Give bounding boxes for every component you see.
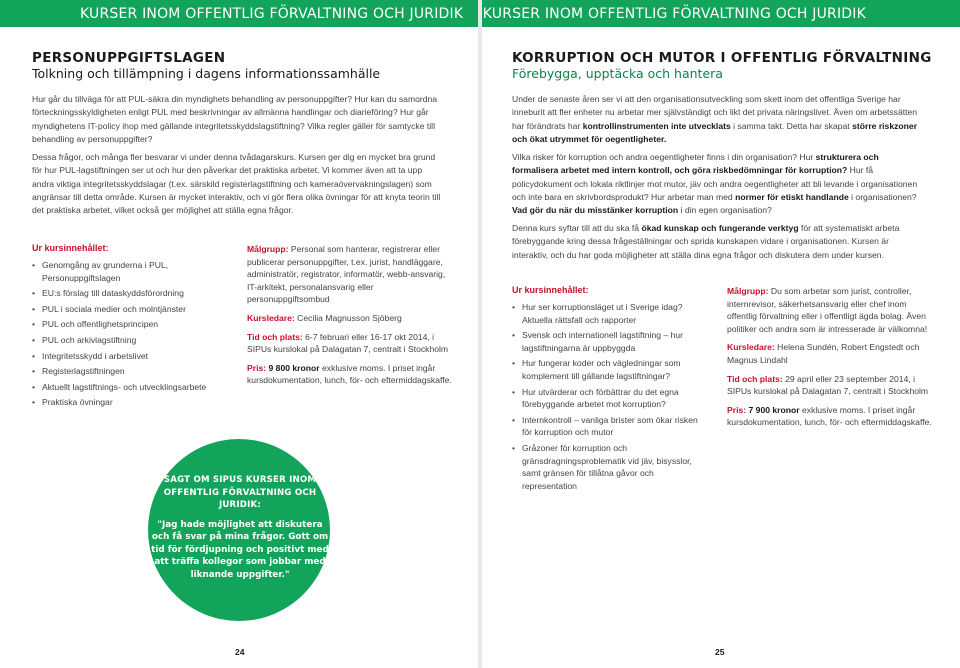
- left-leader-text: Cecilia Magnusson Sjöberg: [297, 312, 402, 323]
- right-bullet-list: [512, 301, 708, 495]
- left-price-value: 9 800 kronor: [268, 362, 320, 373]
- right-paragraph-3: [512, 222, 926, 262]
- left-body-paragraph: Dessa frågor, och många fler besvarar vi under denna tvådagarskurs. Kursen ger dig en mycket bra grund för hur PUL-lagstiftningen ser ut och hur den påverkar det praktiska arbetet. Vi kommer även att ta upp andra viktiga integritetsskyddslagar (t.ex. särskild registerlagstiftning och kameraövervakningslagen) som angränsar till detta område. Kursen är mycket interaktiv, och vi gör flera olika övningar för att knyta teorin till det praktiska arbetet, vilket också ger möjlighet att ställa egna frågor.: [32, 152, 441, 216]
- right-price-label: Pris:: [727, 404, 747, 415]
- text-run-bold: ökad kunskap och fungerande verktyg: [641, 223, 799, 233]
- list-item: • EU:s förslag till dataskyddsförordning: [32, 287, 228, 300]
- text-run: Vilka risker för korruption och andra oegentligheter finns i din organisation? Hur: [512, 152, 816, 162]
- text-run-bold: Vad gör du när du misstänker korruption: [512, 205, 679, 216]
- right-target-label: Målgrupp:: [727, 286, 769, 296]
- list-item: • Internkontroll – vanliga brister som ökar risken för korruption och mutor: [512, 414, 708, 439]
- right-page-title: KORRUPTION OCH MUTOR I OFFENTLIG FÖRVALTNING: [512, 50, 932, 66]
- testimonial-heading: SAGT OM SIPUS KURSER INOM OFFENTLIG FÖRVALTNING OCH JURIDIK:: [163, 475, 317, 510]
- list-item: • Praktiska övningar: [32, 396, 228, 409]
- left-intro-paragraph: Hur går du tillväga för att PUL-säkra din myndighets behandling av personuppgifter? Hur kan du samordna förteckningsskyldigheten enligt PUL med beskrivningar av allmänna handlingar och diarieföring? Hur går myndighetens IT-policy ihop med gällande integritetsskyddslagstiftning? Vilka regler gäller för samtycke till behandling av personuppgifter?: [32, 94, 438, 144]
- list-item: • PUL och arkivlagstiftning: [32, 334, 228, 347]
- right-price: [727, 404, 933, 429]
- right-time-place: [727, 373, 933, 398]
- right-price-value: 7 900 kronor: [748, 404, 800, 415]
- text-run: i samma takt. Detta har skapat: [730, 120, 853, 131]
- text-run-bold: större riskzoner och ökat utrymmet för oegentligheter.: [512, 120, 918, 144]
- list-item: • Integritetsskydd i arbetslivet: [32, 350, 228, 363]
- list-item: • Hur ser korruptionsläget ut i Sverige idag? Aktuella rättsfall och rapporter: [512, 301, 708, 326]
- right-course-leader: [727, 341, 933, 366]
- text-run: i din egen organisation?: [678, 205, 772, 216]
- list-item: • Svensk och internationell lagstiftning – hur lagstiftningarna är uppbyggda: [512, 329, 708, 354]
- testimonial-quote: "Jag hade möjlighet att diskutera och få svar på mina frågor. Gott om tid för fördjupning och positivt med att träffa kollegor som jobbar med liknande uppgifter.": [151, 519, 329, 580]
- header-band-left: [0, 0, 478, 27]
- list-item: • Hur fungerar koder och vägledningar som komplement till gällande lagstiftningar?: [512, 357, 708, 382]
- right-leader-label: Kursledare:: [727, 342, 775, 353]
- left-course-info: [247, 243, 453, 393]
- page-gutter: [478, 0, 482, 668]
- list-item: • PUL och offentlighetsprincipen: [32, 318, 228, 331]
- left-target-group: [247, 243, 453, 306]
- left-time-label: Tid och plats:: [247, 331, 303, 342]
- list-item: • Gråzoner för korruption och gränsdragningsproblematik vid jäv, bisysslor, samt gränsen för tillåtna gåvor och representation: [512, 442, 708, 492]
- testimonial-content: [150, 474, 330, 581]
- list-item: • Genomgång av grunderna i PUL, Personuppgiftslagen: [32, 259, 228, 284]
- right-leader-text: Helena Sundén, Robert Engstedt och Magnus Lindahl: [727, 342, 920, 365]
- right-time-text: 29 april eller 23 september 2014, i SIPUs kurslokal på Dalagatan 7, centralt i Stockholm: [727, 373, 929, 397]
- right-paragraph-1: [512, 93, 926, 146]
- right-page-number: 25: [715, 647, 725, 657]
- left-target-text: Personal som hanterar, registrerar eller publicerar personuppgifter, t.ex. jurist, handläggare, administratör, registrator, informatör, webb-ansvarig, IT-arkitekt, personalansvarig eller personuppgiftsombud: [247, 244, 446, 305]
- list-item: • Hur utvärderar och förbättrar du det egna förebyggande arbetet mot korruption?: [512, 386, 708, 411]
- right-target-group: [727, 285, 933, 335]
- left-time-place: [247, 331, 453, 356]
- left-price: [247, 362, 453, 387]
- left-target-label: Målgrupp:: [247, 244, 289, 254]
- text-run: Under de senaste åren ser vi att den organisationsutveckling som skett inom det offentliga Sverige har inneburit att fler enheter nu arbetar mer självständigt och likt det privata näringslivet. Även om arbetssätten har förändrats har: [512, 94, 918, 131]
- left-course-leader: [247, 312, 453, 325]
- text-run: för att systematiskt arbeta förebyggande kring dessa frågeställningar och sprida kunskapen vidare i organisationen. Kursen är interaktiv, och du har goda möjligheter att ställa dina egna frågor och diskutera dem under kursen.: [512, 223, 900, 260]
- left-leader-label: Kursledare:: [247, 312, 295, 323]
- list-item: • PUL i sociala medier och molntjänster: [32, 303, 228, 316]
- left-content-heading: Ur kursinnehållet:: [32, 243, 109, 253]
- left-price-label: Pris:: [247, 362, 267, 373]
- left-page-title: PERSONUPPGIFTSLAGEN: [32, 50, 226, 66]
- header-band-right: [482, 0, 960, 27]
- text-run: Hur få policydokument och lokala riktlinjer mot mutor, jäv och andra oegentligheter att bli levande i organisationen och inte bara en skrivbordsprodukt? Hur arbetar man med: [512, 165, 918, 202]
- left-page-number: 24: [235, 647, 245, 657]
- right-course-info: [727, 285, 933, 435]
- right-time-label: Tid och plats:: [727, 373, 783, 384]
- right-paragraph-2: [512, 151, 926, 217]
- header-band-right-text: KURSER INOM OFFENTLIG FÖRVALTNING OCH JURIDIK: [482, 5, 866, 22]
- text-run-bold: strukturera och formalisera arbetet med intern kontroll, och göra riskbedömningar för korruption?: [512, 152, 879, 176]
- right-content-heading: Ur kursinnehållet:: [512, 285, 589, 295]
- list-item: • Aktuellt lagstiftnings- och utvecklingsarbete: [32, 381, 228, 394]
- text-run: i organisationen?: [848, 191, 917, 202]
- list-item: • Registerlagstiftningen: [32, 365, 228, 378]
- left-page-subtitle: Tolkning och tillämpning i dagens informationssamhälle: [32, 66, 381, 81]
- right-page-subtitle: Förebygga, upptäcka och hantera: [512, 66, 723, 81]
- left-price-rest: exklusive moms. I priset ingår kursdokumentation, lunch, för- och eftermiddagskaffe.: [247, 362, 452, 386]
- right-price-rest: exklusive moms. I priset ingår kursdokumentation, lunch, för- och eftermiddagskaffe.: [727, 404, 932, 428]
- text-run-bold: normer för etiskt handlande: [735, 191, 849, 202]
- left-time-text: 6-7 februari eller 16-17 okt 2014, i SIPUs kurslokal på Dalagatan 7, centralt i Stockholm: [247, 331, 449, 355]
- header-band-left-text: KURSER INOM OFFENTLIG FÖRVALTNING OCH JURIDIK: [80, 5, 464, 22]
- text-run-bold: kontrollinstrumenten inte utvecklats: [582, 120, 731, 131]
- left-bullet-list: [32, 259, 228, 412]
- text-run: Denna kurs syftar till att du ska få: [512, 223, 642, 233]
- right-target-text: Du som arbetar som jurist, controller, internrevisor, säkerhetsansvarig eller chef inom offentlig förvaltning eller i offentligt ägda bolag. Även politiker och andra som är intresserade är välkomna!: [727, 286, 928, 334]
